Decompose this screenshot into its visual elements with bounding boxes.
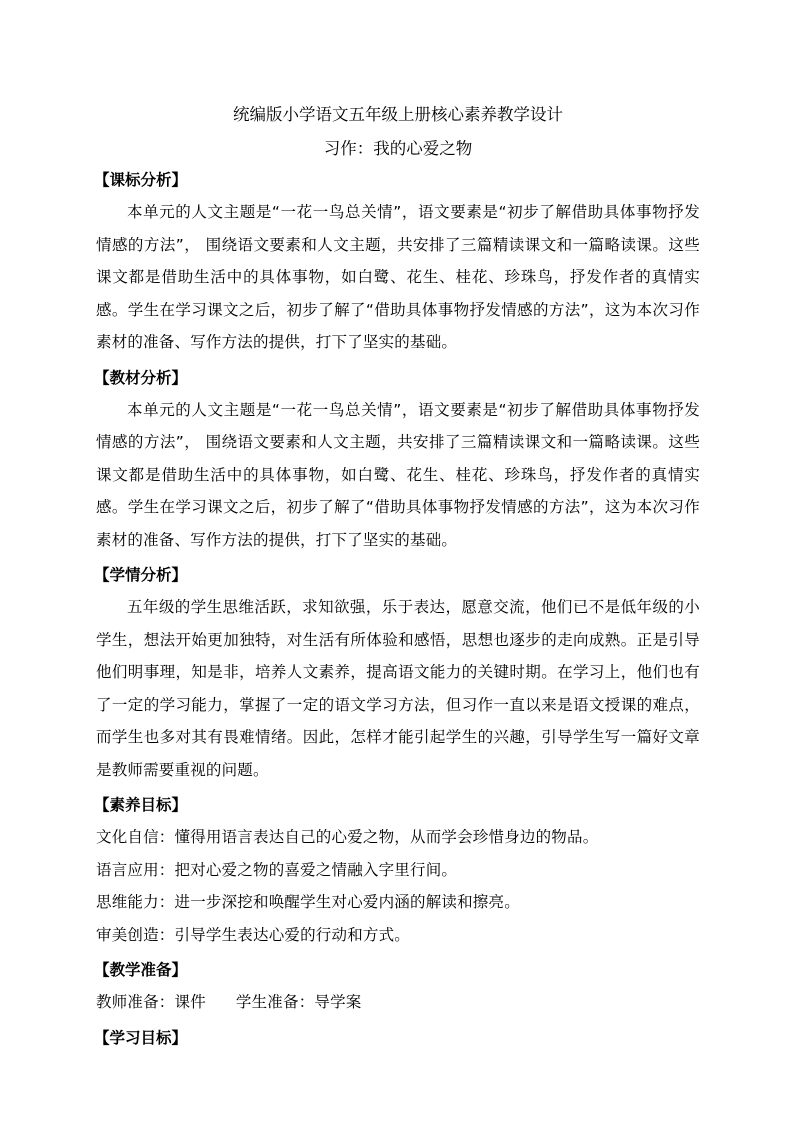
literacy-item-aesthetic: 审美创造：引导学生表达心爱的行动和方式。 bbox=[96, 925, 411, 944]
section-heading-textbook: 【教材分析】 bbox=[94, 368, 188, 387]
literacy-item-culture: 文化自信：懂得用语言表达自己的心爱之物，从而学会珍惜身边的物品。 bbox=[96, 828, 599, 846]
section-heading-standards: 【课标分析】 bbox=[94, 171, 188, 189]
textbook-paragraph: 本单元的人文主题是“一花一鸟总关情”，语文要素是“初步了解借助具体事物抒发情感的方法”， 围绕语文要素和人文主题，共安排了三篇精读课文和一篇略读课。这些课文都是借助生活中的具体事物，如白鹭、花生、桂花、珍珠鸟，抒发作者的真情实感。学生在学习课文之后，初步了解了“借助具体事物抒发情感的方法”，这为本次习作素材的准备、写作方法的提供，打下了坚实的基础。 bbox=[96, 400, 700, 549]
learners-paragraph: 五年级的学生思维活跃，求知欲强，乐于表达，愿意交流，他们已不是低年级的小学生，想法开始更加独特，对生活有所体验和感悟，思想也逐步的走向成熟。正是引导他们明事理，知是非，培养人文素养，提高语文能力的关键时期。在学习上，他们也有了一定的学习能力，掌握了一定的语文学习方法，但习作一直以来是语文授课的难点，而学生也多对其有畏难情绪。因此，怎样才能引起学生的兴趣，引导学生写一篇好文章是教师需要重视的问题。 bbox=[96, 598, 700, 779]
section-heading-objectives: 【学习目标】 bbox=[94, 1028, 188, 1047]
literacy-item-thinking: 思维能力：进一步深挖和唤醒学生对心爱内涵的解读和擦亮。 bbox=[96, 893, 520, 911]
literacy-item-language: 语言应用：把对心爱之物的喜爱之情融入字里行间。 bbox=[96, 860, 458, 879]
standards-paragraph: 本单元的人文主题是“一花一鸟总关情”，语文要素是“初步了解借助具体事物抒发情感的方法”， 围绕语文要素和人文主题，共安排了三篇精读课文和一篇略读课。这些课文都是借助生活中的具体事物，如白鹭、花生、桂花、珍珠鸟，抒发作者的真情实感。学生在学习课文之后，初步了解了“借助具体事物抒发情感的方法”，这为本次习作素材的准备、写作方法的提供，打下了坚实的基础。 bbox=[96, 203, 700, 351]
section-heading-literacy: 【素养目标】 bbox=[94, 796, 188, 814]
section-heading-learners: 【学情分析】 bbox=[94, 566, 188, 584]
document-body bbox=[96, 103, 700, 1054]
teacher-preparation: 教师准备：课件 bbox=[96, 993, 206, 1011]
section-heading-preparation: 【教学准备】 bbox=[94, 961, 188, 979]
document-subtitle: 习作：我的心爱之物 bbox=[323, 139, 473, 158]
document-title: 统编版小学语文五年级上册核心素养教学设计 bbox=[233, 105, 563, 124]
student-preparation: 学生准备：导学案 bbox=[235, 993, 362, 1011]
preparation-line bbox=[96, 986, 700, 1019]
